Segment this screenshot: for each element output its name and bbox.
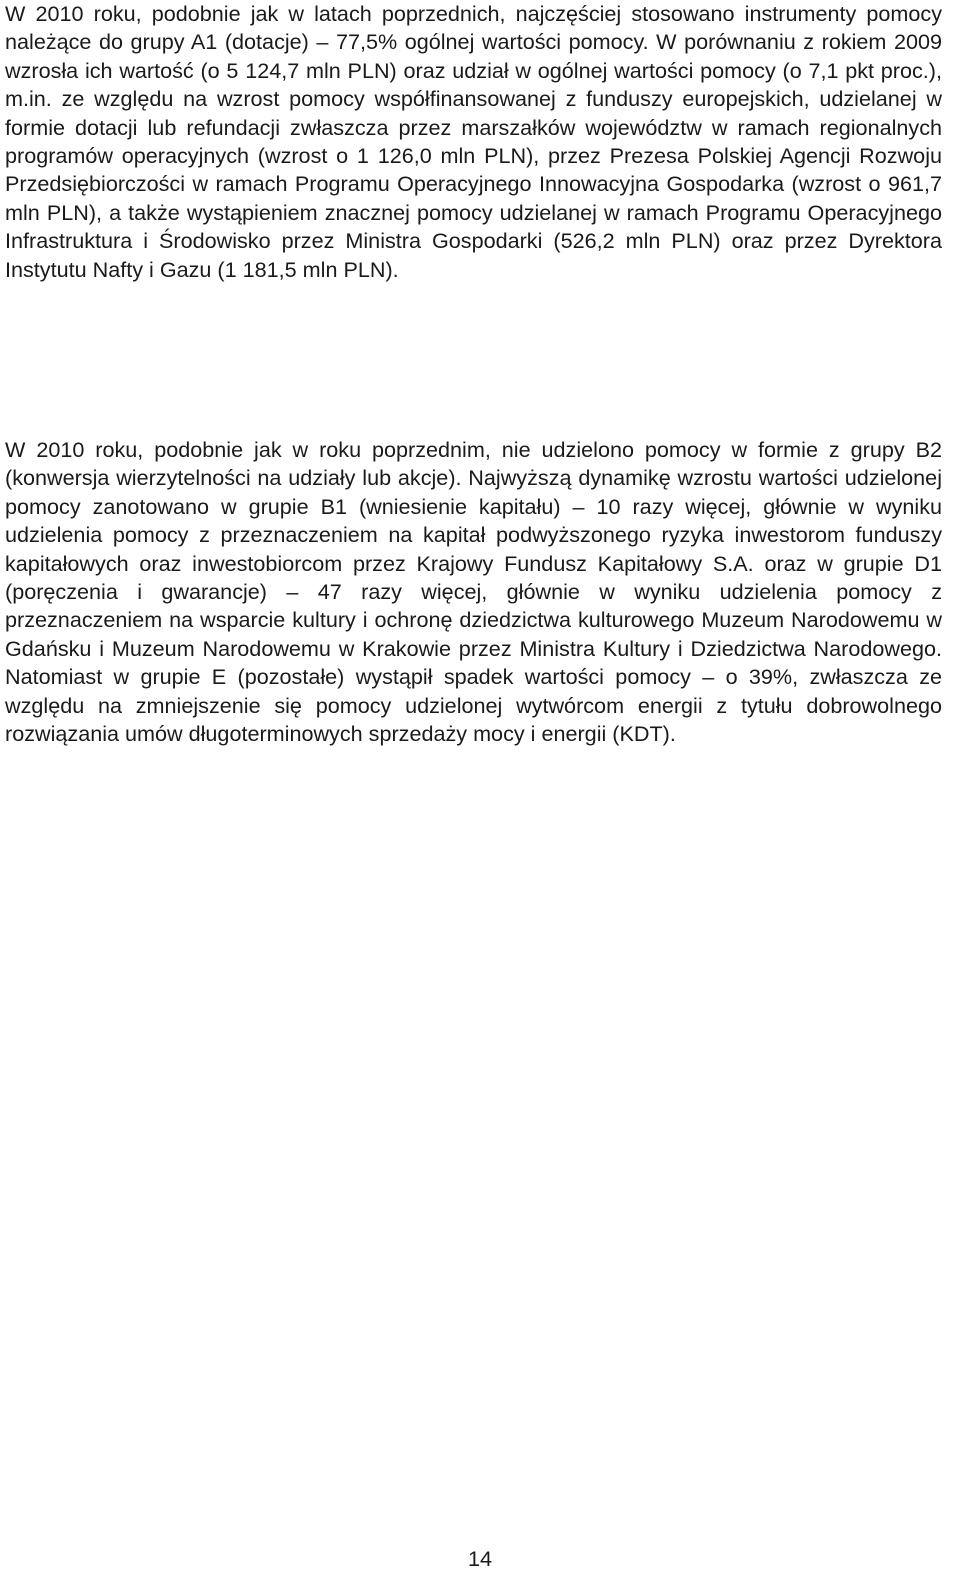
paragraph-state-aid-dynamics: W 2010 roku, podobnie jak w roku poprzednim, nie udzielono pomocy w formie z grupy B2 (konwersja wierzytelności na udziały lub akcje). Najwyższą dynamikę wzrostu wartości udzielonej pomocy zanotowano w grupie B1 (wniesienie kapitału) – 10 razy więcej, głównie w wyniku udzielenia pomocy z przeznaczeniem na kapitał podwyższonego ryzyka inwestorom funduszy kapitałowych oraz inwestobiorcom przez Krajowy Fundusz Kapitałowy S.A. oraz w grupie D1 (poręczenia i gwarancje) – 47 razy więcej, głównie w wyniku udzielenia pomocy z przeznaczeniem na wsparcie kultury i ochronę dziedzictwa kulturowego Muzeum Narodowemu w Gdańsku i Muzeum Narodowemu w Krakowie przez Ministra Kultury i Dziedzictwa Narodowego. Natomiast w grupie E (pozostałe) wystąpił spadek wartości pomocy – o 39%, zwłaszcza ze względu na zmniejszenie się pomocy udzielonej wytwórcom energii z tytułu dobrowolnego rozwiązania umów długoterminowych sprzedaży mocy i energii (KDT). (5, 437, 942, 747)
paragraph-state-aid-grants: W 2010 roku, podobnie jak w latach poprzednich, najczęściej stosowano instrumenty pomocy należące do grupy A1 (dotacje) – 77,5% ogólnej wartości pomocy. W porównaniu z rokiem 2009 wzrosła ich wartość (o 5 124,7 mln PLN) oraz udział w ogólnej wartości pomocy (o 7,1 pkt proc.), m.in. ze względu na wzrost pomocy współfinansowanej z funduszy europejskich, udzielanej w formie dotacji lub refundacji zwłaszcza przez marszałków województw w ramach regionalnych programów operacyjnych (wzrost o 1 126,0 mln PLN), przez Prezesa Polskiej Agencji Rozwoju Przedsiębiorczości w ramach Programu Operacyjnego Innowacyjna Gospodarka (wzrost o 961,7 mln PLN), a także wystąpieniem znacznej pomocy udzielanej w ramach Programu Operacyjnego Infrastruktura i Środowisko przez Ministra Gospodarki (526,2 mln PLN) oraz przez Dyrektora Instytutu Nafty i Gazu (1 181,5 mln PLN). (5, 1, 942, 282)
page-number: 14 (467, 1546, 493, 1571)
